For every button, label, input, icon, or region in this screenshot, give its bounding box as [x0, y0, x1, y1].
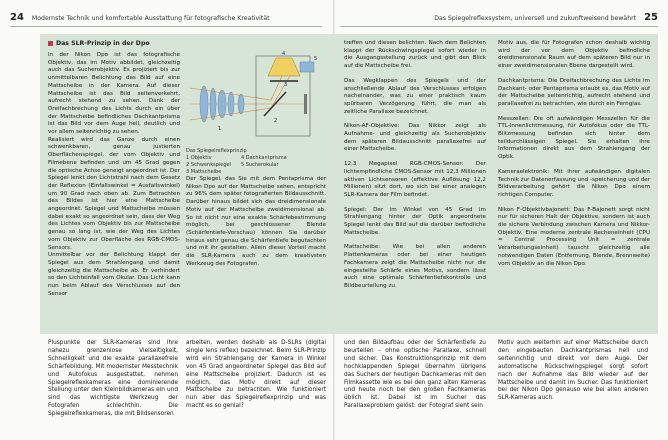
box-paragraph: Der Spiegel, das Sie mit dem Pentaprisma der Nikon Dpo auf der Mattscheibe sehen, entspricht zu 96% dem später fotografierten Bildausschnitt. Darüber hinaus bildet sich das dreidimensionale Motiv auf der Mattscheibe zweidimensional ab. So ist nicht nur eine exakte Schärfebestimmung möglich, bei geschlossener Blende (Schärfentiefe-Vorschau) können Sie darüber hinaus sehr genau die Schärfentiefe begutachten und mit ihr gestalten. Allein dieser Vorteil macht die SLR-Kamera auch zu dem kreativsten Werkzeug des Fotografen.	[186, 176, 326, 267]
box-title-text: Das SLR-Prinzip in der Dpo	[56, 40, 150, 47]
right-box-column-1	[344, 40, 486, 291]
caption-item: 5 Sucherokular	[240, 162, 279, 168]
caption-item: 4 Dachkantprisma	[240, 155, 287, 161]
svg-text:3: 3	[284, 82, 288, 88]
caption-item: 3 Mattscheibe	[186, 169, 222, 175]
right-page-number: 25	[644, 12, 658, 23]
left-page-number: 24	[10, 12, 24, 23]
box-paragraph: Das Wegklappen des Spiegels und der anschließende Ablauf des Verschlusses erfolgen nacheinander, was zu einer praktisch kaum spürbaren Verzögerung führt, die man als zeitliche Parallaxe bezeichnet.	[344, 77, 486, 115]
right-page	[334, 0, 668, 440]
right-page-header	[434, 12, 658, 32]
right-box-column-2	[498, 40, 650, 268]
right-header-title: Das Spiegelreflexsystem, universell und zukunftweisend bewährt	[434, 15, 637, 22]
slr-diagram	[186, 46, 326, 146]
box-paragraph: Realisiert wird das Ganze durch einen schwenkbaren, genau justierten Oberflächenspiegel, der vom Objektiv und Filmebene befinden und um 45 Grad gegen die optische Achse geneigt angeordnet ist. Der Spiegel lenkt den Lichtstrahl nach dem Gesetz der Reflexion (Einfallswinkel = Ausfallswinkel) um 90 Grad nach oben ab. Zum Betrachten des Bildes ist hier eine Mattscheibe angeordnet. Spiegel und Mattscheibe müssen dabei exakt so angeordnet sein, dass der Weg des Lichtes vom Objektiv bis zur Mattscheibe genau so lang ist, wie der Weg des Lichtes vom Objektiv zur Oberfläche des RGB-CMOS-Sensors.	[48, 136, 180, 251]
caption-item: 1 Objektiv	[186, 155, 212, 161]
box-title	[48, 40, 150, 47]
box-paragraph: Nikon-AF-Objektive: Das Nikkor zeigt als Aufnahme- und gleichzeitig als Sucherobjektiv dem späteren Bildausschnitt parallaxefrei auf einer Mattscheibe.	[344, 123, 486, 153]
left-lower-column-1: Pluspunkte der SLR-Kameras sind ihre nahezu grenzenlose Vielseitigkeit, Schnelligkeit und die exakte parallaxefreie Schärfebildung. Mit modernster Messtechnik und Autofokus ausgestattet, nehmen Spiegelreflexkameras eine dominierende Stellung unter den Kleinbildkameras ein und sind das wichtigste Werkzeug der Fotografen schlechthin. Die Spiegelreflexkameras, die mit Bildsensoren	[48, 340, 178, 418]
box-title-marker	[48, 41, 53, 46]
box-paragraph: Motiv aus, die für Fotografen schon deshalb wichtig wird der vor dem Objektiv befindliche dreidimensionale Raum auf dem späteren Bild nur in einer zweidimensionalen Ebene dargestellt wird.	[498, 40, 650, 70]
left-page-header	[10, 12, 270, 32]
box-paragraph: Nikon F-Objektivbajonett: Das F-Bajonett sorgt nicht nur für sicheren Halt der Objektive, sondern ist auch die sichere Verbindung zwischen Kamera und Nikkor-Objektiv. Eine moderne zentrale Recheneinheit (CPU = Central Processing Unit = zentrale Verarbeitungseinheit) tauscht gleichzeitig alle notwendigen Daten (Entfernung, Blende, Brennweite) vom Objektiv an die Nikon Dpo.	[498, 206, 650, 267]
svg-text:5: 5	[314, 56, 318, 62]
box-paragraph: treffen und diesen belichten. Nach dem Belichten klappt der Rückschwingspiegel sofort wieder in die Ausgangsstellung zurück und gibt den Blick auf die Mattscheibe frei.	[344, 40, 486, 70]
left-box-column-2	[186, 176, 326, 268]
box-paragraph: Dachkantprisma: Die Dreifachbrechung des Lichts im Dachkant- oder Pentaprisma erlaubt es, das Motiv auf der Mattscheibe seitenrichtig, aufrecht stehend und parallaxefrei zu betrachten, wie durch ein Fernglas.	[498, 77, 650, 107]
svg-text:1: 1	[218, 126, 222, 132]
box-paragraph: Unmittelbar vor der Belichtung klappt der Spiegel aus dem Strahlengang und damit gleichzeitig die Mattscheibe ab. Er verhindert so den Lichteinfall vom Okular. Das Licht kann nun beim Ablauf des Verschlusses auf den Sensor	[48, 252, 180, 297]
right-lower-column-1: und den Bildaufbau oder der Schärfentiefe zu beurteilen – ohne optische Parallaxe, schnell und sicher. Das Konstruktionsprinzip mit dem hochklappenden Spiegel übernahm übrigens das Suchers der heutigen Dachkameras mit den Filmkassette wie es bei den ganz alten Kameras und heute noch bei den großen Fachkameras üblich ist. Dabei ist im Sucher das Parallaxeproblem gelöst: der Fotograf sieht sein	[344, 340, 486, 410]
box-paragraph: Spiegel: Der im Winkel von 45 Grad im Strahlengang hinter der Optik angeordnete Spiegel lenkt das Bild auf die darüber befindliche Mattscheibe.	[344, 206, 486, 236]
caption-title: Das Spiegelreflexprinzip	[186, 148, 247, 154]
caption-item: 2 Schwenkspiegel	[186, 162, 231, 168]
box-paragraph: In der Nikon Dpo ist das fotografische Objektiv, das im Motiv abbildet, gleichzeitig auch das Sucherobjektiv. Es projiziert bis zur unmittelbaren Belichtung das Bild auf eine Mattscheibe in der Kamera. Auf dieser Mattscheibe ist das Bild seitenverkehrt, aufrecht stehend zu sehen. Dank der Dreifachbrechung des Lichts durch ein über der Mattscheibe befindliches Dachkantprisma ist das Bild vor dem Auge hell, deutlich und vor allem seitenrichtig zu sehen.	[48, 52, 180, 136]
left-lower-column-2: arbeiten, werden deshalb als D-SLRs (digital single lens reflex) bezeichnet. Beim SLR-Prinzip wird ein Strahlengang der Kamera in Winkel von 45 Grad angeordneter Spiegel das Bild auf eine Mattscheibe projiziert. Dadurch ist es möglich, das Motiv direkt auf dieser Mattscheibe zu betrachten. Wie funktioniert nun aber das Spiegelreflexprinzip und was macht es so genial?	[186, 340, 326, 410]
svg-text:4: 4	[282, 51, 286, 57]
left-header-rule	[10, 26, 322, 27]
box-paragraph: 12,3 Megapixel RGB-CMOS-Sensor: Der lichtempfindliche CMOS-Sensor mit 12,3 Millionen aktiven Lichtsensoren (effektive Auflösung 12,2 Millionen) sitzt dort, wo sich bei einer analogen SLR-Kamera der Film befindet.	[344, 161, 486, 198]
box-paragraph: Kameraelektronik: Mit ihrer aufwändigen digitalen Technik zur Datenerfassung und -speicherung und der Bildverarbeitung gehört die Nikon Dpo einem richtigen Computer.	[498, 168, 650, 198]
right-header-rule	[340, 26, 658, 27]
diagram-caption	[186, 148, 287, 176]
left-box-column-1	[48, 52, 180, 299]
left-header-title: Modernste Technik und komfortable Ausstattung für fotografische Kreativität	[31, 15, 270, 22]
box-paragraph: Messzellen: Die oft aufwändigen Messzellen für die TTL-Innenlichtmessung, für Autofokus oder die TTL-Blitzmessung befinden sich hinter dem teildurchlässigen Spiegel. Sie erhalten ihre Informationen direkt aus dem Strahlengang der Optik.	[498, 115, 650, 161]
right-lower-column-2: Motiv auch weiterhin auf einer Mattscheibe durch den eingebauten Dachkantprismas hell und seitenrichtig und direkt vor dem Auge. Der automatische Rückschwingspiegel sorgt sofort nach der Aufnahme das Bild wieder auf der Mattscheibe und damit im Sucher. Das funktioniert bei der Nikon Dpo genauso wie bei allen anderen SLR-Kameras auch.	[498, 340, 648, 402]
svg-text:2: 2	[274, 118, 278, 124]
box-paragraph: Mattscheibe: Wie bei allen anderen Plattenkameras oder bei einer heutigen Fachkamera zeigt die Mattscheibe nicht nur die eingestellte Schärfe eines Motivs, sondern lässt auch eine optimale Schärfentiefekontrolle und Bildbeurteilung zu.	[344, 244, 486, 289]
